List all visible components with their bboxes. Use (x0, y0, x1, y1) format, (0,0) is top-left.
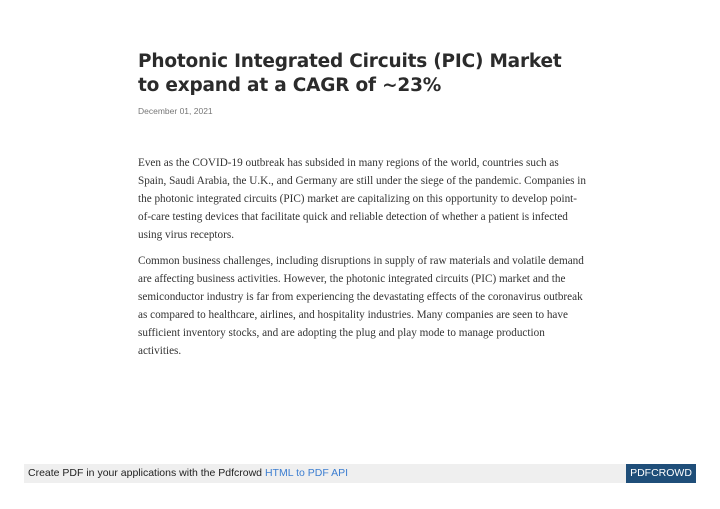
article-paragraph: Common business challenges, including disruptions in supply of raw materials and volatile demand are affecting business activities. However, the photonic integrated circuits (PIC) market and the semiconductor industry is far from experiencing the devastating effects of the coronavirus outbreak as compared to healthcare, airlines, and hospitality industries. Many companies are seen to have sufficient inventory stocks, and are adopting the plug and play mode to manage production activities. (138, 255, 584, 357)
article (138, 50, 586, 368)
footer-label: Create PDF in your applications with the Pdfcrowd (28, 467, 265, 479)
article-title: Photonic Integrated Circuits (PIC) Market to expand at a CAGR of ~23% (138, 51, 562, 96)
html-to-pdf-api-link[interactable]: HTML to PDF API (264, 467, 348, 479)
article-body (138, 154, 586, 360)
pdfcrowd-footer (24, 464, 696, 483)
article-date: December 01, 2021 (138, 106, 213, 116)
pdfcrowd-badge[interactable]: PDFCROWD (626, 464, 696, 483)
article-paragraph: Even as the COVID-19 outbreak has subsided in many regions of the world, countries such as Spain, Saudi Arabia, the U.K., and Germany are still under the siege of the pandemic. Companies in the photonic integrated circuits (PIC) market are capitalizing on this opportunity to develop point-of-care testing devices that facilitate quick and reliable detection of whether a patient is infected using virus receptors. (138, 157, 587, 241)
footer-text (28, 467, 348, 480)
